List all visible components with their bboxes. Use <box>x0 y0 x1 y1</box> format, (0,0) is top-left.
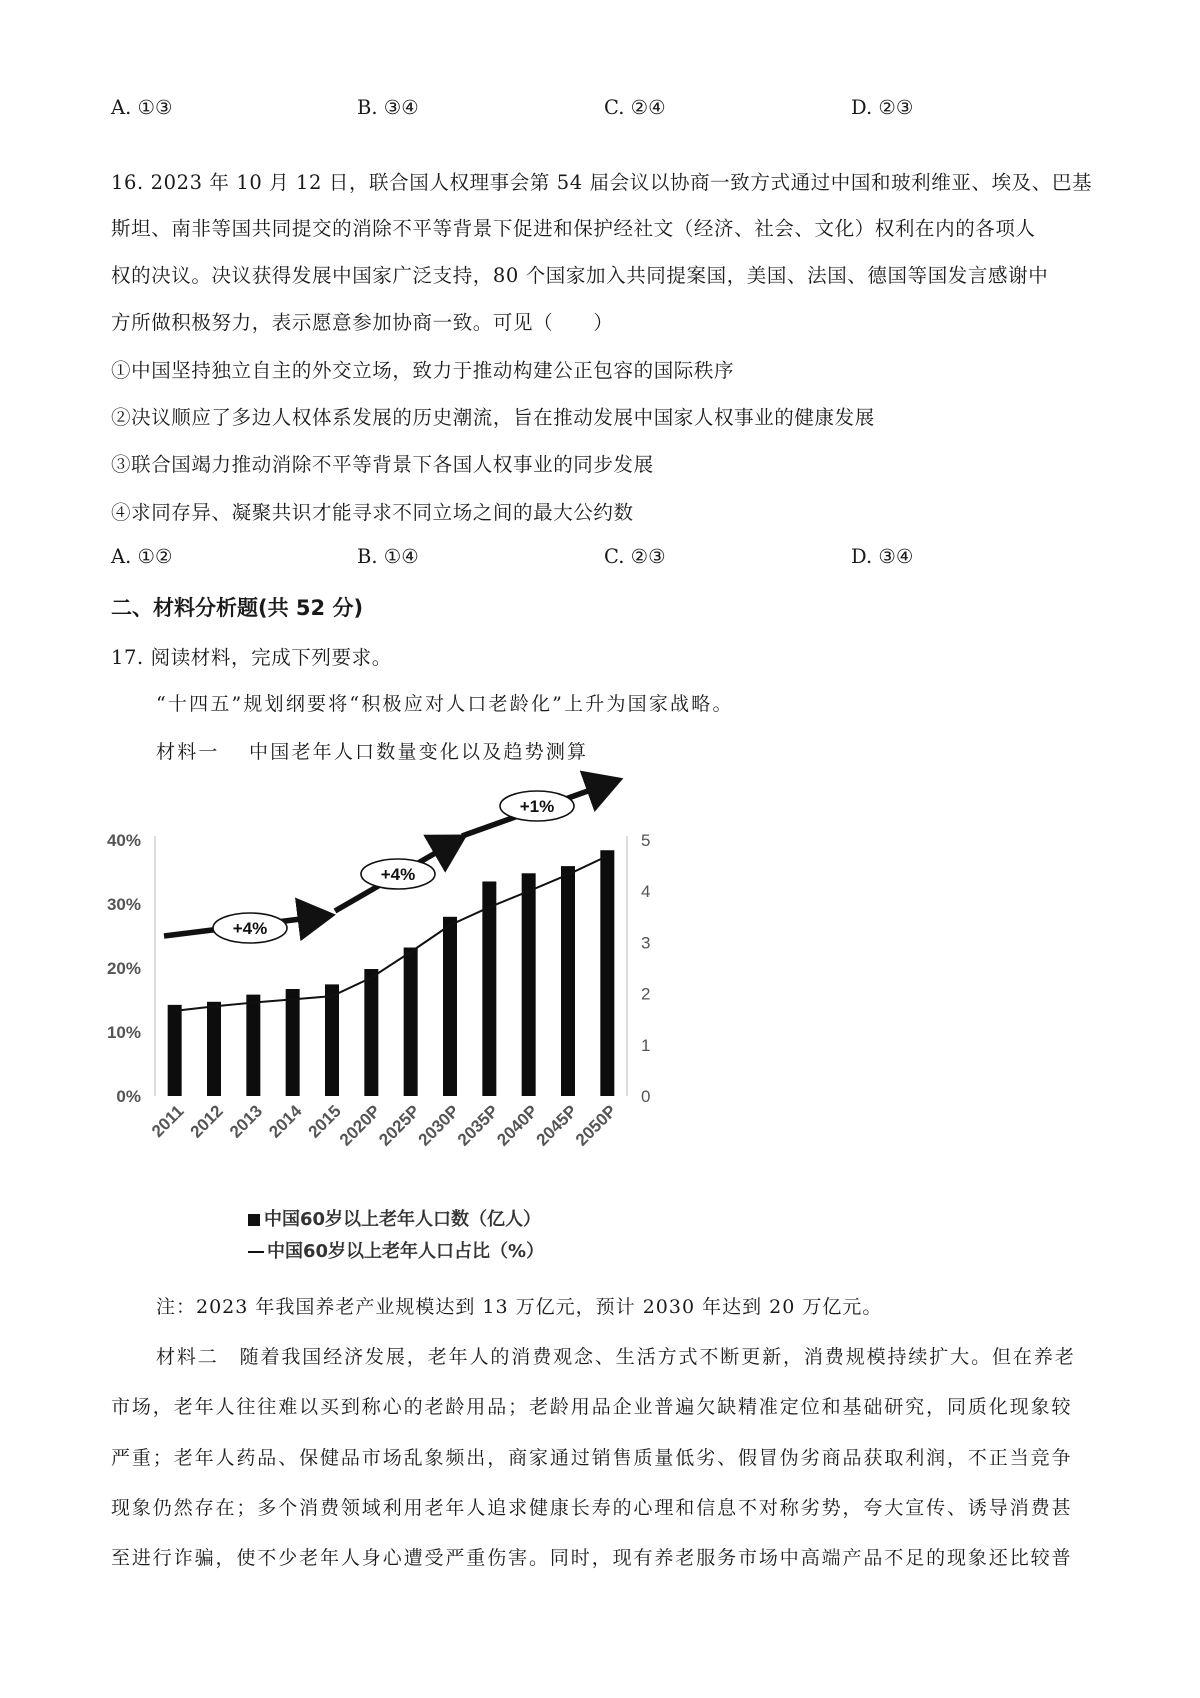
q15-option-a[interactable]: A. ①③ <box>111 96 173 119</box>
q16-option-d[interactable]: D. ③④ <box>851 545 914 568</box>
x-tick-label: 2012 <box>186 1101 227 1142</box>
line-point <box>528 890 530 892</box>
aging-population-chart <box>100 770 740 1250</box>
x-tick-label: 2020P <box>335 1101 385 1150</box>
bar <box>443 917 457 1096</box>
bar <box>207 1002 221 1096</box>
line-point <box>489 906 491 908</box>
x-tick-label: 2025P <box>375 1101 424 1150</box>
y-tick-label-left: 10% <box>106 1023 141 1042</box>
legend-item-bars <box>248 1205 541 1231</box>
q16-stem-line: 斯坦、南非等国共同提交的消除不平等背景下促进和保护经社文（经济、社会、文化）权利在内的各项人 <box>111 217 1036 240</box>
q16-statement-4: ④求同存异、凝聚共识才能寻求不同立场之间的最大公约数 <box>111 501 634 524</box>
y-tick-label-right: 2 <box>641 984 651 1004</box>
line-point <box>371 977 373 979</box>
y-tick-label-right: 0 <box>641 1087 651 1106</box>
line-point <box>449 924 451 926</box>
x-tick-label: 2015 <box>304 1101 345 1142</box>
bar <box>482 881 496 1096</box>
x-tick-label: 2030P <box>414 1101 463 1150</box>
q16-stem-line: 方所做积极努力，表示愿意参加协商一致。可见（ ） <box>111 311 614 334</box>
material2-line: 市场，老年人往往难以买到称心的老龄用品；老龄用品企业普遍欠缺精准定位和基础研究，同质化现象较 <box>111 1396 1073 1418</box>
y-tick-label-right: 4 <box>641 882 651 902</box>
y-tick-label-left: 30% <box>106 895 141 914</box>
q16-option-b[interactable]: B. ①④ <box>357 545 419 568</box>
x-tick-label: 2011 <box>147 1101 188 1141</box>
y-tick-label-left: 20% <box>106 959 141 978</box>
q17-stem: 17. 阅读材料，完成下列要求。 <box>111 646 392 669</box>
q16-statement-3: ③联合国竭力推动消除不平等背景下各国人权事业的同步发展 <box>111 453 654 476</box>
x-tick-label: 2045P <box>532 1101 581 1150</box>
line-point <box>213 1006 215 1008</box>
y-tick-label-right: 3 <box>641 933 651 953</box>
x-tick-label: 2014 <box>265 1101 306 1142</box>
q16-option-a[interactable]: A. ①② <box>111 545 173 568</box>
x-tick-label: 2050P <box>571 1101 621 1150</box>
line-point <box>253 1002 255 1004</box>
legend-label: 中国60岁以上老年人口数（亿人） <box>264 1209 542 1230</box>
material2-line: 严重；老年人药品、保健品市场乱象频出，商家通过销售质量低劣、假冒伪劣商品获取利润，不正当竞争 <box>111 1447 1073 1469</box>
bar <box>286 989 300 1096</box>
bar <box>325 984 339 1096</box>
growth-annotation: +4% <box>232 919 268 938</box>
chart-note: 注：2023 年我国养老产业规模达到 13 万亿元，预计 2030 年达到 20 万亿元。 <box>156 1296 883 1318</box>
q16-option-c[interactable]: C. ②③ <box>604 545 666 568</box>
bar <box>561 866 575 1096</box>
q17-intro: “十四五”规划纲要将“积极应对人口老龄化”上升为国家战略。 <box>156 693 734 715</box>
q15-option-d[interactable]: D. ②③ <box>851 96 914 119</box>
q16-stem-line: 权的决议。决议获得发展中国家广泛支持，80 个国家加入共同提案国，美国、法国、德国等国发言感谢中 <box>111 264 1049 287</box>
bar <box>522 873 536 1096</box>
material1-title: 材料一 中国老年人口数量变化以及趋势测算 <box>156 741 589 763</box>
bar <box>168 1005 182 1096</box>
q15-option-c[interactable]: C. ②④ <box>604 96 666 119</box>
legend-label: 中国60岁以上老年人口占比（%） <box>267 1241 545 1262</box>
material2-line: 至进行诈骗，使不少老年人身心遭受严重伤害。同时，现有养老服务市场中高端产品不足的现象还比较普 <box>111 1547 1073 1569</box>
line-point <box>174 1010 176 1012</box>
q15-option-b[interactable]: B. ③④ <box>357 96 419 119</box>
y-tick-label-right: 5 <box>641 831 651 850</box>
line-point <box>607 855 609 857</box>
y-tick-label-right: 1 <box>641 1035 651 1055</box>
bar <box>404 948 418 1096</box>
legend-swatch-line <box>248 1251 264 1253</box>
q16-statement-2: ②决议顺应了多边人权体系发展的历史潮流，旨在推动发展中国家人权事业的健康发展 <box>111 406 875 429</box>
line-point <box>410 951 412 953</box>
bar <box>600 850 614 1096</box>
y-tick-label-left: 40% <box>106 831 141 850</box>
section-title: 二、材料分析题(共 52 分) <box>111 596 364 620</box>
growth-annotation: +1% <box>519 797 555 816</box>
material2-line: 材料二 随着我国经济发展，老年人的消费观念、生活方式不断更新，消费规模持续扩大。但在养老 <box>156 1346 1076 1368</box>
y-tick-label-left: 0% <box>116 1087 141 1106</box>
bar <box>246 995 260 1096</box>
legend-swatch-bar <box>248 1214 260 1226</box>
x-tick-label: 2035P <box>453 1101 503 1150</box>
material2-line: 现象仍然存在；多个消费领域利用老年人追求健康长寿的心理和信息不对称劣势，夸大宣传、诱导消费甚 <box>111 1497 1073 1519</box>
q16-stem-line: 16. 2023 年 10 月 12 日，联合国人权理事会第 54 届会议以协商一致方式通过中国和玻利维亚、埃及、巴基 <box>111 171 1093 194</box>
line-point <box>567 874 569 876</box>
line-point <box>331 995 333 997</box>
growth-annotation: +4% <box>380 865 416 884</box>
legend-item-line <box>248 1237 544 1263</box>
x-tick-label: 2040P <box>493 1101 542 1150</box>
line-point <box>292 999 294 1001</box>
x-tick-label: 2013 <box>225 1101 267 1142</box>
q16-statement-1: ①中国坚持独立自主的外交立场，致力于推动构建公正包容的国际秩序 <box>111 359 735 382</box>
bar <box>364 969 378 1096</box>
